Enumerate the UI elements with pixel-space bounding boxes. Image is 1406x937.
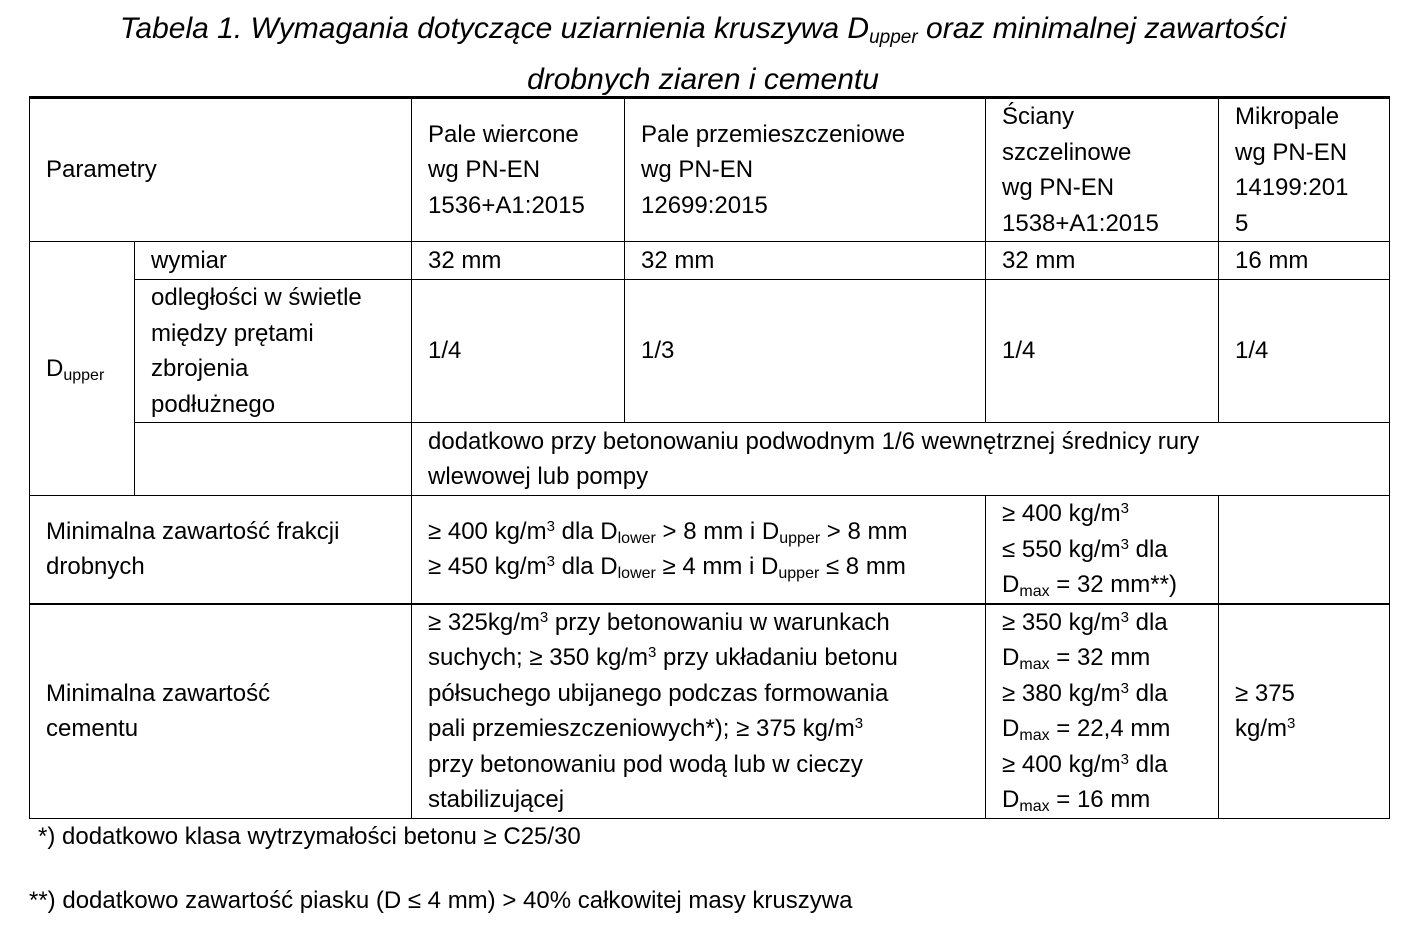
line bbox=[1235, 711, 1373, 747]
row-wymiar bbox=[30, 242, 1390, 280]
sub: max bbox=[1019, 656, 1050, 674]
sub: upper bbox=[779, 529, 821, 547]
sup: 3 bbox=[1120, 500, 1129, 517]
header-col-pale-wiercone bbox=[412, 98, 625, 242]
t: D bbox=[1002, 644, 1020, 672]
cement-label bbox=[30, 604, 412, 819]
sub: max bbox=[1019, 798, 1050, 816]
line bbox=[428, 711, 969, 747]
sub: upper bbox=[778, 565, 820, 583]
header-col-sciany-szczelinowe bbox=[986, 98, 1219, 242]
label-main: D bbox=[46, 354, 64, 382]
line bbox=[1002, 676, 1202, 712]
t: przy układaniu betonu bbox=[656, 644, 898, 672]
line bbox=[1002, 640, 1202, 676]
label-line: drobnych bbox=[46, 553, 145, 581]
t: dla bbox=[1128, 750, 1168, 778]
requirements-table bbox=[29, 96, 1390, 819]
header-line: Ściany bbox=[1002, 103, 1075, 130]
note-line: wlewowej lub pompy bbox=[428, 463, 649, 490]
t: = 22,4 mm bbox=[1056, 715, 1171, 743]
table-cell: 32 mm bbox=[412, 242, 625, 280]
t: ≥ 4 mm i D bbox=[655, 553, 779, 581]
line: przy betonowaniu pod wodą lub w cieczy bbox=[428, 750, 863, 778]
t: D bbox=[1002, 715, 1020, 743]
label-line: zbrojenia bbox=[151, 355, 249, 382]
header-line: wg PN-EN bbox=[428, 156, 541, 184]
odleglosci-label bbox=[135, 280, 412, 423]
t: ≥ 400 kg/m bbox=[1002, 500, 1121, 527]
sup: 3 bbox=[647, 644, 657, 662]
row-fines bbox=[30, 496, 1390, 604]
header-line: 1536+A1:2015 bbox=[428, 191, 585, 219]
line bbox=[1002, 532, 1202, 568]
label-sub: upper bbox=[63, 366, 105, 384]
t: przy betonowaniu w warunkach bbox=[548, 608, 890, 636]
dupper-label bbox=[30, 242, 135, 496]
line bbox=[428, 605, 969, 641]
t: suchych; ≥ 350 kg/m bbox=[428, 644, 648, 672]
line: stabilizującej bbox=[428, 786, 565, 814]
t: ≥ 400 kg/m bbox=[1002, 750, 1121, 778]
fines-line-2 bbox=[428, 549, 969, 585]
header-line: 5 bbox=[1235, 209, 1249, 237]
dupper-extra-note bbox=[412, 423, 1390, 496]
line bbox=[1002, 782, 1202, 818]
sup: 3 bbox=[546, 553, 555, 571]
fines-label bbox=[30, 496, 412, 604]
t: > 8 mm bbox=[820, 517, 908, 545]
t: dla bbox=[1128, 535, 1168, 563]
label-line: odległości w świetle bbox=[151, 284, 362, 311]
sup: 3 bbox=[1120, 750, 1129, 768]
row-odleglosci bbox=[30, 280, 1390, 423]
line bbox=[1002, 496, 1202, 532]
t: dla D bbox=[554, 517, 618, 545]
table-cell: 32 mm bbox=[625, 242, 986, 280]
header-line: wg PN-EN bbox=[641, 156, 754, 184]
line bbox=[1002, 711, 1202, 747]
sup: 3 bbox=[546, 517, 555, 535]
caption-text: Tabela 1. Wymagania dotyczące uziarnienia kruszywa D bbox=[119, 12, 870, 45]
row-cement bbox=[30, 604, 1390, 819]
t: ≥ 400 kg/m bbox=[428, 517, 547, 545]
note-line: dodatkowo przy betonowaniu podwodnym 1/6 wewnętrznej średnicy rury bbox=[428, 427, 1200, 455]
fines-piles bbox=[412, 496, 986, 604]
header-line: Pale przemieszczeniowe bbox=[641, 120, 906, 148]
line bbox=[1002, 567, 1202, 603]
table-cell: 32 mm bbox=[986, 242, 1219, 280]
t: = 32 mm**) bbox=[1049, 571, 1177, 598]
sup: 3 bbox=[1120, 535, 1129, 553]
line: półsuchego ubijanego podczas formowania bbox=[428, 679, 889, 707]
t: D bbox=[1002, 571, 1020, 598]
header-line: Mikropale bbox=[1235, 103, 1340, 130]
footnote-2: **) dodatkowo zawartość piasku (D ≤ 4 mm) > 40% całkowitej masy kruszywa bbox=[29, 887, 853, 914]
table-cell: 1/4 bbox=[412, 280, 625, 423]
t: D bbox=[1002, 786, 1020, 814]
header-line: 12699:2015 bbox=[641, 191, 768, 219]
empty-cell bbox=[135, 423, 412, 496]
t: ≤ 8 mm bbox=[819, 553, 906, 581]
t: ≥ 450 kg/m bbox=[428, 553, 547, 581]
footnote-1: *) dodatkowo klasa wytrzymałości betonu ≥ C25/30 bbox=[38, 823, 581, 850]
header-line: 1538+A1:2015 bbox=[1002, 209, 1159, 237]
fines-walls bbox=[986, 496, 1219, 604]
t: = 32 mm bbox=[1056, 644, 1151, 672]
line bbox=[1002, 605, 1202, 641]
t: > 8 mm i D bbox=[655, 517, 780, 545]
line bbox=[428, 640, 969, 676]
line: ≥ 375 bbox=[1235, 679, 1295, 707]
t: dla D bbox=[554, 553, 618, 581]
header-line: wg PN-EN bbox=[1235, 138, 1348, 166]
label-line: Minimalna zawartość frakcji bbox=[46, 517, 340, 545]
sup: 3 bbox=[539, 608, 549, 626]
sup: 3 bbox=[1287, 715, 1296, 733]
table-cell: 1/3 bbox=[625, 280, 986, 423]
header-parametry: Parametry bbox=[30, 98, 412, 242]
fines-line-1 bbox=[428, 514, 969, 550]
header-col-mikropale bbox=[1219, 98, 1390, 242]
label-line: cementu bbox=[46, 715, 139, 743]
line bbox=[1002, 747, 1202, 783]
sup: 3 bbox=[1120, 679, 1129, 697]
table-cell: 1/4 bbox=[1219, 280, 1390, 423]
t: kg/m bbox=[1235, 715, 1288, 743]
t: pali przemieszczeniowych*); ≥ 375 kg/m bbox=[428, 715, 855, 743]
header-row bbox=[30, 98, 1390, 242]
t: dla bbox=[1128, 679, 1168, 707]
sub: max bbox=[1019, 583, 1050, 600]
sub: lower bbox=[617, 565, 656, 583]
t: ≥ 380 kg/m bbox=[1002, 679, 1121, 707]
label-line: podłużnego bbox=[151, 390, 276, 418]
table-caption bbox=[0, 8, 1406, 101]
table-cell: 1/4 bbox=[986, 280, 1219, 423]
label-line: Minimalna zawartość bbox=[46, 679, 271, 707]
cement-walls bbox=[986, 604, 1219, 819]
sub: lower bbox=[617, 529, 656, 547]
fines-micropiles bbox=[1219, 496, 1390, 604]
t: ≤ 550 kg/m bbox=[1002, 535, 1121, 563]
t: = 16 mm bbox=[1056, 786, 1151, 814]
sub: max bbox=[1019, 727, 1050, 745]
caption-text-suffix: oraz minimalnej zawartości bbox=[917, 12, 1287, 45]
header-line: 14199:201 bbox=[1235, 174, 1349, 201]
header-col-pale-przemieszczeniowe bbox=[625, 98, 986, 242]
t: ≥ 350 kg/m bbox=[1002, 608, 1121, 636]
header-line: Pale wiercone bbox=[428, 120, 579, 148]
table-cell: 16 mm bbox=[1219, 242, 1390, 280]
t: ≥ 325kg/m bbox=[428, 608, 540, 636]
header-line: wg PN-EN bbox=[1002, 174, 1115, 201]
t: dla bbox=[1128, 608, 1168, 636]
header-line: szczelinowe bbox=[1002, 138, 1132, 166]
label-line: między prętami bbox=[151, 319, 314, 347]
sup: 3 bbox=[854, 715, 864, 733]
cement-micropiles bbox=[1219, 604, 1390, 819]
caption-subscript: upper bbox=[869, 27, 918, 48]
wymiar-label: wymiar bbox=[135, 242, 412, 280]
row-dupper-extra bbox=[30, 423, 1390, 496]
caption-line2: drobnych ziaren i cementu bbox=[527, 63, 879, 96]
sup: 3 bbox=[1120, 608, 1129, 626]
cement-piles bbox=[412, 604, 986, 819]
